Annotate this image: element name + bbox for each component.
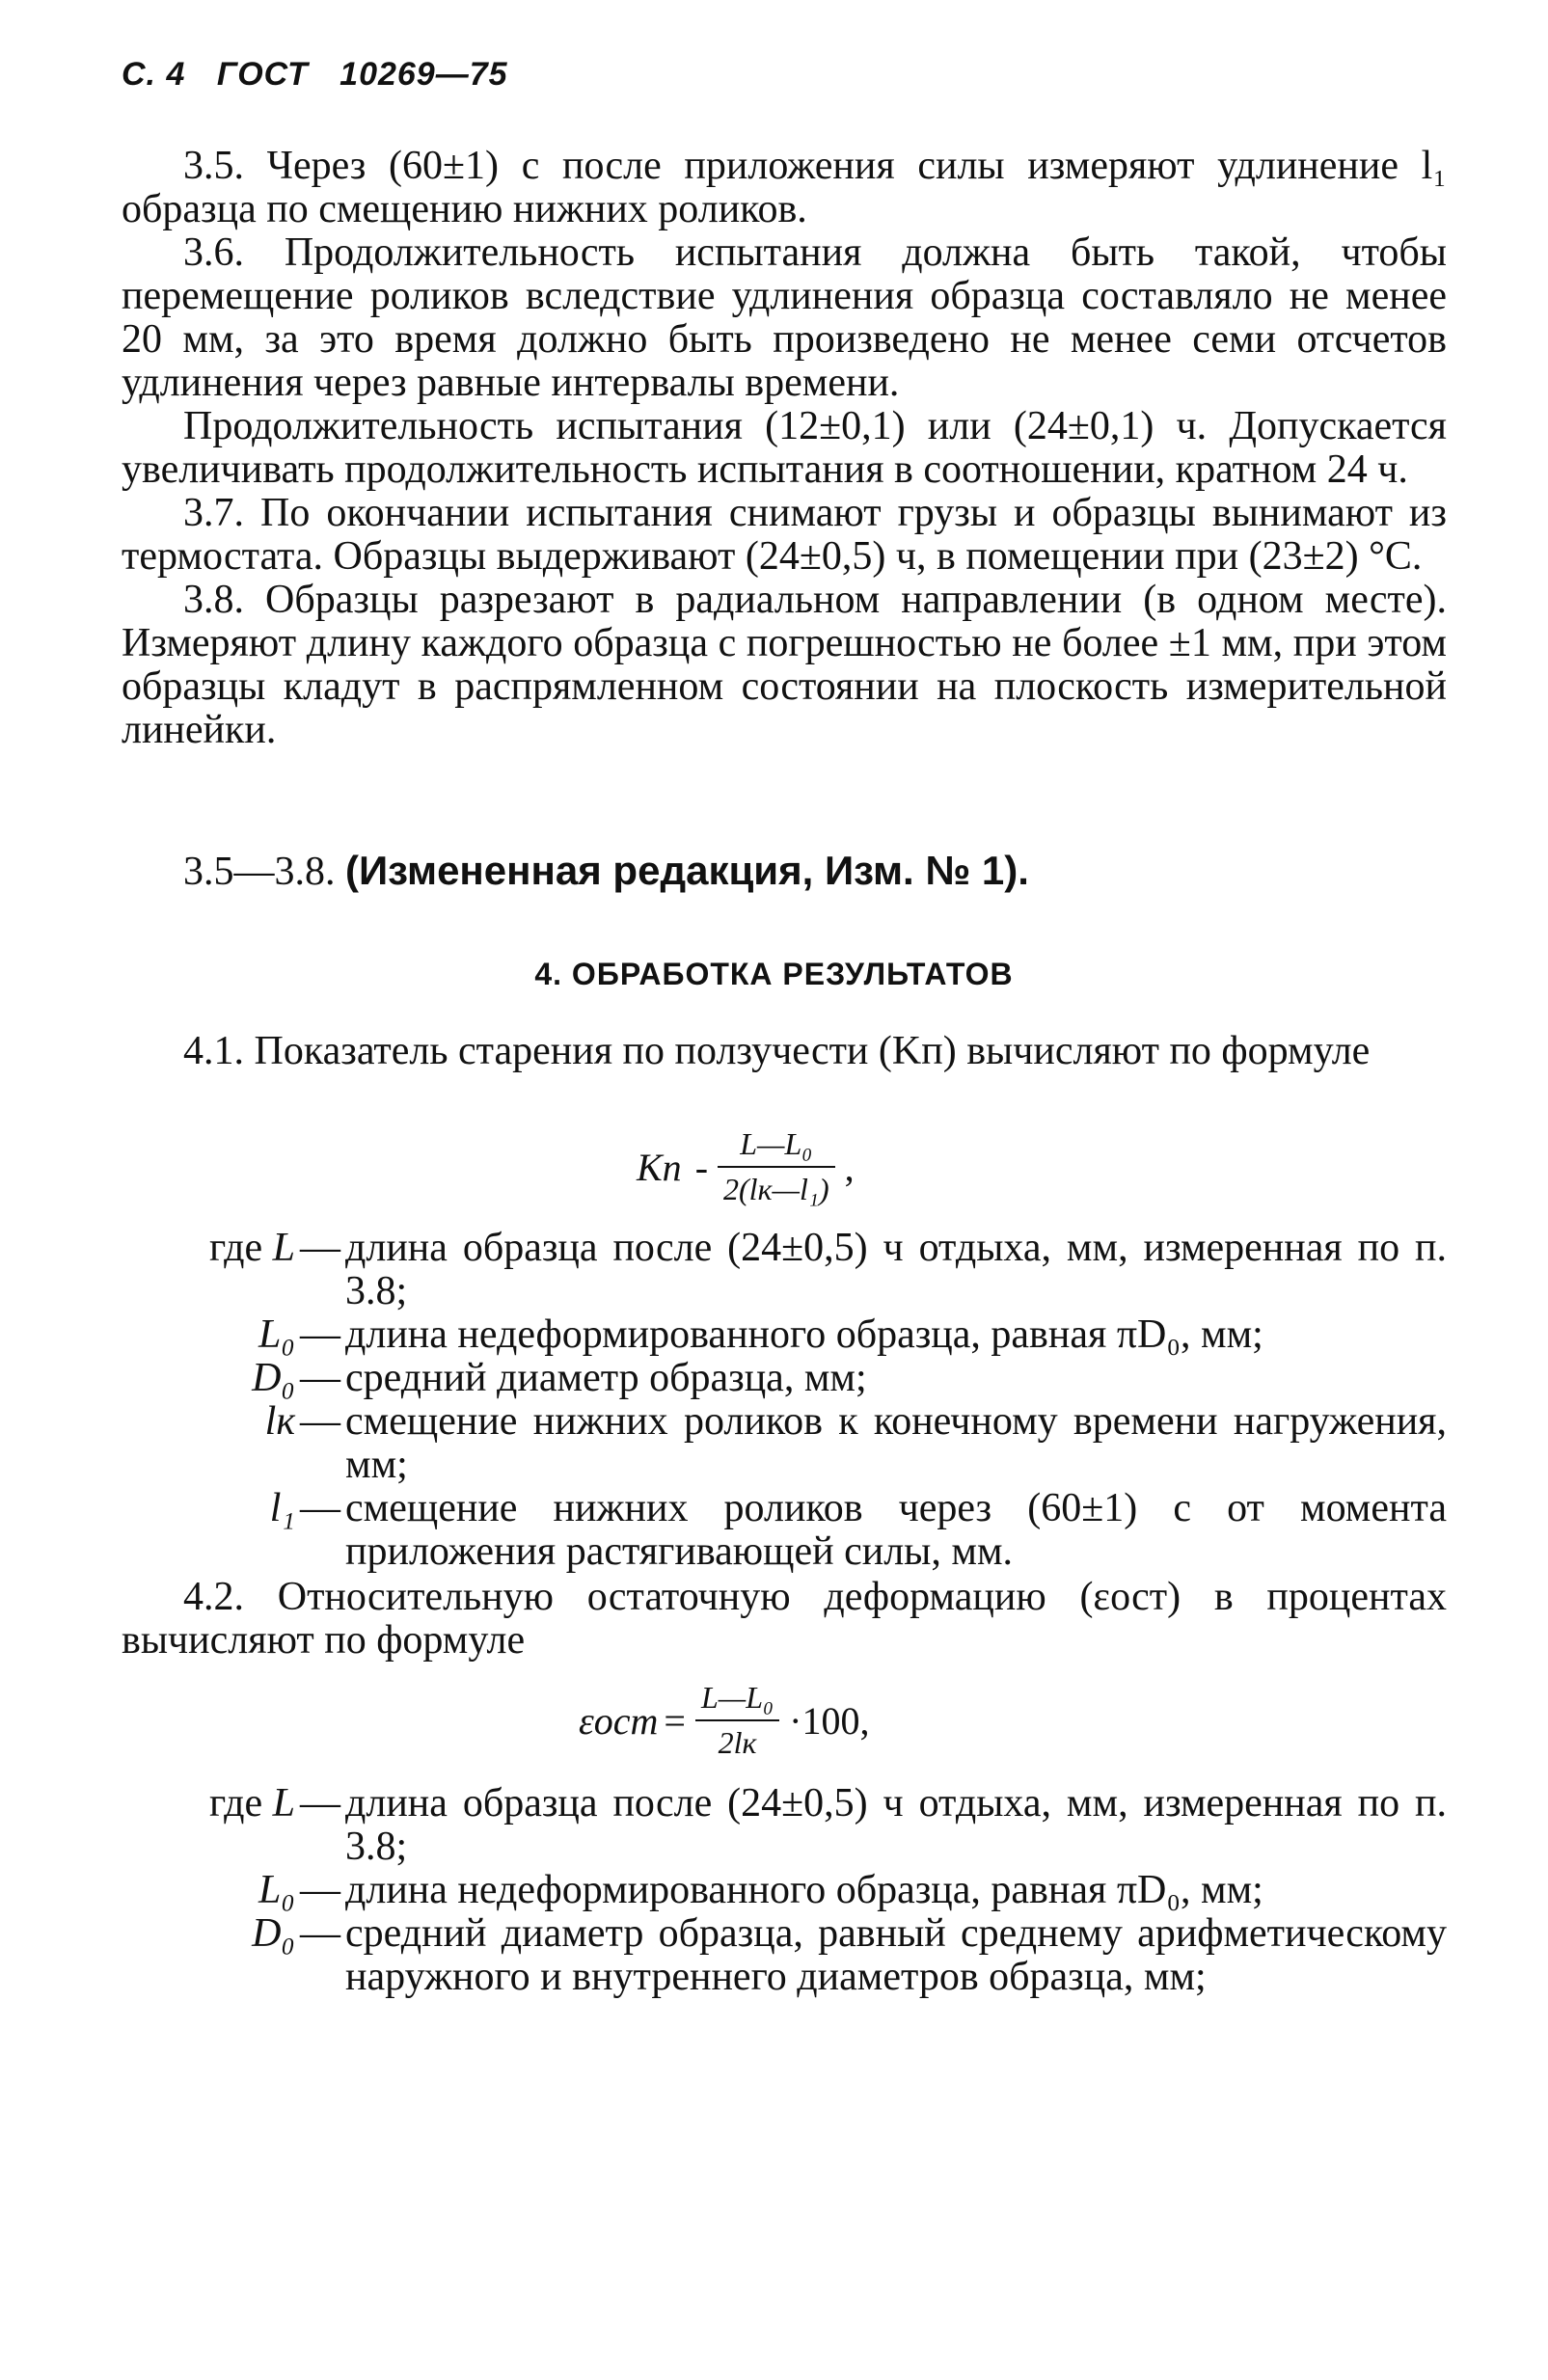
definition-text: средний диаметр образца, мм; [345,1356,867,1400]
definition-row: где L — длина образца после (24±0,5) ч отдыха, мм, измеренная по п. 3.8; [208,1226,1447,1313]
clause-3-6-duration: Продолжительность испытания (12±0,1) или (24±0,1) ч. Допускается увеличивать продолжительность испытания в соотношении, кратном 24 ч. [122,404,1447,492]
formula-eps-denominator: 2lк [718,1725,757,1760]
formula-kp-fraction [718,1126,835,1207]
definition-symbol: l₁ [269,1486,295,1530]
definition-row: где L — длина образца после (24±0,5) ч отдыха, мм, измеренная по п. 3.8; [208,1781,1447,1869]
definition-row: L₀ — длина недеформированного образца, равная πD₀, мм; [122,1869,1447,1912]
amendment-note [122,849,1447,894]
standard-label: ГОСТ [216,56,309,93]
definition-symbol: L [272,1226,295,1270]
definition-row: lк — смещение нижних роликов к конечному времени нагружения, мм; [264,1399,1447,1487]
formula-kp-eq: - [694,1145,709,1189]
formula-kp-lhs: Kп [637,1145,682,1189]
definition-text: длина недеформированного образца, равная πD₀, мм; [345,1868,1263,1912]
definition-row: l₁ — смещение нижних роликов через (60±1) с от момента приложения растягивающей силы, мм. [269,1486,1447,1574]
definition-text: длина образца после (24±0,5) ч отдыха, мм, измеренная по п. 3.8; [345,1781,1447,1869]
formula-kp-numerator: L—L₀ [740,1126,813,1161]
page-number: С. 4 [122,56,186,93]
definition-symbol: L₀ [258,1312,295,1357]
amendment-text: (Измененная редакция, Изм. № 1). [345,848,1029,893]
clause-4-2-block [122,1576,1447,1663]
formula-eps-eq: = [664,1698,686,1743]
definition-symbol: L [272,1781,295,1826]
definitions-4-2 [122,1782,1447,1999]
definition-text: средний диаметр образца, равный среднему арифметическому наружного и внутреннего диаметров образца, мм; [345,1911,1447,1999]
definition-text: смещение нижних роликов к конечному времени нагружения, мм; [345,1399,1447,1487]
formula-eps-lhs: εост [579,1698,659,1743]
definition-symbol: L₀ [258,1868,295,1912]
formula-kp-denominator: 2(lк—l₁) [723,1172,829,1206]
definition-symbol: lк [264,1399,295,1444]
clause-3-8: 3.8. Образцы разрезают в радиальном направлении (в одном месте). Измеряют длину каждого образца с погрешностью не более ±1 мм, при этом образцы кладут в распрямленном состоянии на плоскость измерительной линейки. [122,578,1447,752]
formula-eps-fraction [695,1680,779,1761]
clause-3-5: 3.5. Через (60±1) с после приложения силы измеряют удлинение l₁ образца по смещению нижних роликов. [122,144,1447,231]
page-header [122,56,530,94]
definition-row: D₀ — средний диаметр образца, равный среднему арифметическому наружного и внутреннего диаметров образца, мм; [252,1911,1447,1999]
definition-text: длина образца после (24±0,5) ч отдыха, мм, измеренная по п. 3.8; [345,1226,1447,1313]
definition-symbol: D₀ [252,1911,295,1956]
clause-3-6: 3.6. Продолжительность испытания должна быть такой, чтобы перемещение роликов вследствие удлинения образца составляло не менее 20 мм, за это время должно быть произведено не менее семи отсчетов удлинения через равные интервалы времени. [122,230,1447,405]
formula-eps-tail: ·100, [789,1698,870,1743]
formula-kp [637,1126,855,1207]
amendment-range: 3.5—3.8. [183,850,345,894]
formula-kp-tail: , [844,1145,855,1189]
formula-eps [579,1680,869,1761]
definition-text: длина недеформированного образца, равная πD₀, мм; [345,1312,1263,1357]
definitions-4-1 [122,1227,1447,1574]
definition-symbol: D₀ [252,1356,295,1400]
clauses-block [122,145,1447,752]
definition-text: смещение нижних роликов через (60±1) с от момента приложения растягивающей силы, мм. [345,1486,1447,1574]
clause-3-7: 3.7. По окончании испытания снимают грузы и образцы вынимают из термостата. Образцы выдерживают (24±0,5) ч, в помещении при (23±2) °С. [122,491,1447,579]
clause-4-2: 4.2. Относительную остаточную деформацию (εост) в процентах вычисляют по формуле [122,1575,1447,1663]
formula-eps-numerator: L—L₀ [700,1680,774,1715]
section-title: 4. ОБРАБОТКА РЕЗУЛЬТАТОВ [534,957,1014,991]
fraction-bar [718,1166,835,1168]
clause-4-1-block [122,1030,1447,1073]
standard-number: 10269—75 [339,56,508,93]
definition-row: D₀ — средний диаметр образца, мм; [122,1357,1447,1400]
definition-row: L₀ — длина недеформированного образца, равная πD₀, мм; [122,1313,1447,1357]
clause-4-1: 4.1. Показатель старения по ползучести (Kп) вычисляют по формуле [183,1029,1371,1073]
fraction-bar [695,1719,779,1721]
